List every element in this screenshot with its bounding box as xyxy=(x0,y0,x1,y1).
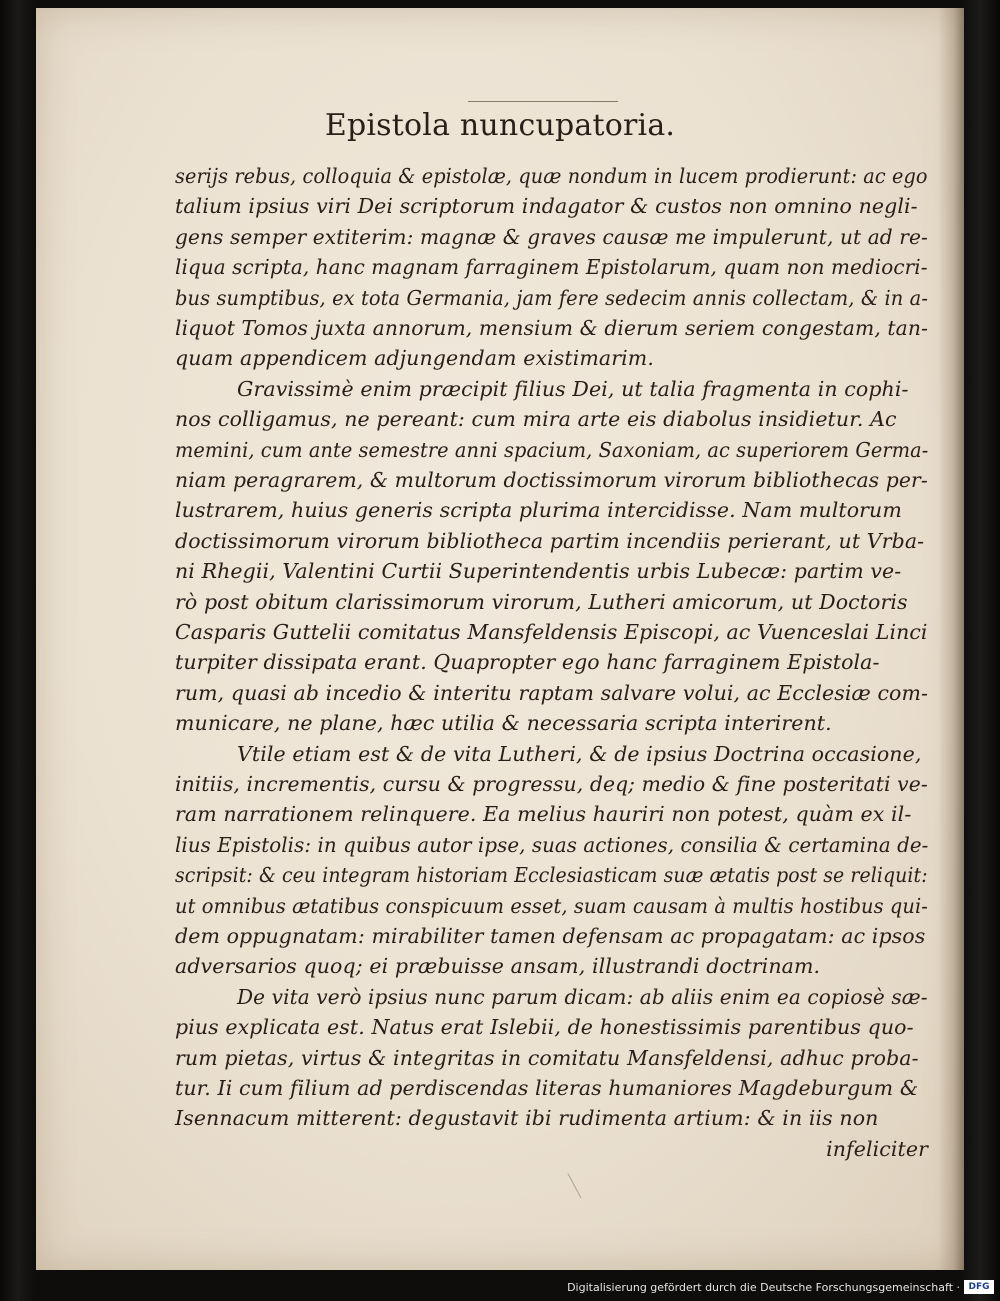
text-line: bus sumptibus, ex tota Germania, jam fere sedecim annis collectam, & in a- xyxy=(175,285,928,310)
footer-credit: Digitalisierung gefördert durch die Deutsche Forschungsgemeinschaft · xyxy=(567,1281,960,1294)
text-line: Casparis Guttelii comitatus Mansfeldensis Episcopi, ac Vuenceslai Linci xyxy=(175,620,928,644)
text-line: rum, quasi ab incedio & interitu raptam salvare volui, ac Ecclesiæ com- xyxy=(175,680,928,705)
text-line: ni Rhegii, Valentini Curtii Superintendentis urbis Lubecæ: partim ve- xyxy=(175,559,902,584)
text-line: niam peragrarem, & multorum doctissimorum virorum bibliothecas per- xyxy=(175,468,928,492)
paper-mark xyxy=(567,1166,595,1199)
text-line: Vtile etiam est & de vita Lutheri, & de ipsius Doctrina occasione, xyxy=(237,741,922,766)
book-page xyxy=(36,8,964,1270)
text-line: lius Epistolis: in quibus autor ipse, suas actiones, consilia & certamina de- xyxy=(175,832,929,857)
page-edge-shadow xyxy=(938,8,964,1270)
catchword: infeliciter xyxy=(826,1136,928,1161)
text-line: Isennacum mitterent: degustavit ibi rudimenta artium: & in iis non xyxy=(175,1106,879,1131)
text-line: ram narrationem relinquere. Ea melius hauriri non potest, quàm ex il- xyxy=(175,802,912,827)
text-line: memini, cum ante semestre anni spacium, Saxoniam, ac superiorem Germa- xyxy=(175,437,929,462)
text-line: tur. Ii cum filium ad perdiscendas literas humaniores Magdeburgum & xyxy=(175,1076,919,1100)
text-line: initiis, incrementis, cursu & progressu, deq; medio & fine posteritati ve- xyxy=(175,772,928,796)
text-line: dem oppugnatam: mirabiliter tamen defensam ac propagatam: ac ipsos xyxy=(175,924,926,948)
text-line: rum pietas, virtus & integritas in comitatu Mansfeldensi, adhuc proba- xyxy=(175,1045,919,1070)
text-line: gens semper extiterim: magnæ & graves causæ me impulerunt, ut ad re- xyxy=(175,224,928,249)
text-line: liquot Tomos juxta annorum, mensium & dierum seriem congestam, tan- xyxy=(175,316,928,340)
text-line: Gravissimè enim præcipit filius Dei, ut talia fragmenta in cophi- xyxy=(237,376,909,401)
text-line: turpiter dissipata erant. Quapropter ego hanc farraginem Epistola- xyxy=(175,650,880,675)
text-line: scripsit: & ceu integram historiam Ecclesiasticam suæ ætatis post se reliquit: xyxy=(175,863,928,888)
text-line: rò post obitum clarissimorum virorum, Lutheri amicorum, ut Doctoris xyxy=(175,589,908,614)
text-line: quam appendicem adjungendam existimarim. xyxy=(175,346,654,371)
text-line: talium ipsius viri Dei scriptorum indagator & custos non omnino negli- xyxy=(175,194,918,219)
header-rule xyxy=(468,101,618,102)
text-line: De vita verò ipsius nunc parum dicam: ab aliis enim ea copiosè sæ- xyxy=(237,984,928,1009)
text-line: ut omnibus ætatibus conspicuum esset, suam causam à multis hostibus qui- xyxy=(175,893,928,918)
text-line: lustrarem, huius generis scripta plurima intercidisse. Nam multorum xyxy=(175,498,902,523)
text-line: nos colligamus, ne pereant: cum mira arte eis diabolus insidietur. Ac xyxy=(175,407,897,432)
text-line: municare, ne plane, hæc utilia & necessaria scripta interirent. xyxy=(175,711,832,736)
text-line: doctissimorum virorum bibliotheca partim incendiis perierant, ut Vrba- xyxy=(175,528,925,553)
dfg-logo: DFG xyxy=(964,1280,994,1294)
running-head: Epistola nuncupatoria. xyxy=(324,108,676,143)
text-line: serijs rebus, colloquia & epistolæ, quæ nondum in lucem prodierunt: ac ego xyxy=(175,164,928,188)
text-line: pius explicata est. Natus erat Islebii, de honestissimis parentibus quo- xyxy=(175,1015,914,1040)
text-line: adversarios quoq; ei præbuisse ansam, illustrandi doctrinam. xyxy=(175,954,821,979)
footer-bar xyxy=(0,1274,1000,1301)
text-line: liqua scripta, hanc magnam farraginem Epistolarum, quam non mediocri- xyxy=(175,255,928,280)
